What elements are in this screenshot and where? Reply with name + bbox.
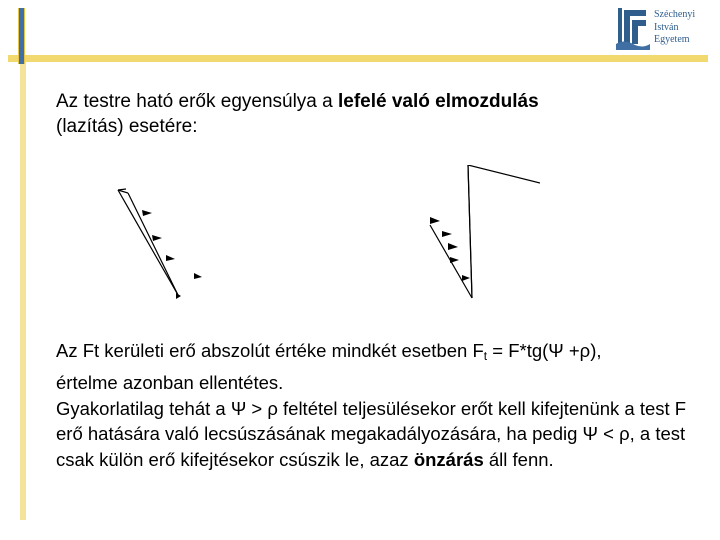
- heading-text-2: (lazítás) esetére:: [56, 116, 198, 137]
- force-diagrams: [100, 165, 540, 310]
- paragraph-1: [56, 338, 706, 396]
- decorative-vertical-bar: [20, 60, 26, 520]
- paragraph-1-formula: = F*tg(Ψ +ρ),: [487, 340, 602, 361]
- logo-line-1: Széchenyi: [654, 9, 696, 20]
- subscript-t: t: [483, 349, 488, 363]
- decorative-corner-bar-blue: [19, 8, 24, 64]
- logo-line-2: István: [654, 21, 679, 33]
- paragraph-2-text: Gyakorlatilag tehát a Ψ > ρ feltétel teljesülésekor erőt kell kifejtenünk a test F erő hatására való lecsúszásának megakadályozására, ha pedig Ψ < ρ, a test csak külön erő kifejtésekor csúszik le, azaz: [56, 397, 687, 471]
- paragraph-2-text-end: áll fenn.: [488, 449, 554, 471]
- paragraph-2-bold: önzárás: [413, 449, 484, 471]
- paragraph-2: [56, 396, 706, 473]
- decorative-horizontal-bar: [8, 55, 708, 62]
- heading-text: Az testre ható erők egyensúlya a: [56, 91, 333, 112]
- explanation-text: [56, 338, 706, 473]
- right-force-triangle: [430, 165, 540, 298]
- paragraph-1-text-2: értelme azonban ellentétes.: [56, 371, 284, 393]
- logo-icon: [616, 6, 650, 50]
- heading-bold: lefelé való elmozdulás: [338, 91, 539, 112]
- logo-text: [654, 9, 695, 47]
- paragraph-1-text: Az Ft kerületi erő abszolút értéke mindkét esetben F: [56, 340, 484, 361]
- university-logo: [616, 6, 716, 52]
- left-force-triangle: [118, 189, 178, 295]
- slide-heading: [56, 89, 676, 139]
- right-arrowheads: [430, 217, 470, 281]
- logo-line-3: Egyetem: [654, 34, 690, 45]
